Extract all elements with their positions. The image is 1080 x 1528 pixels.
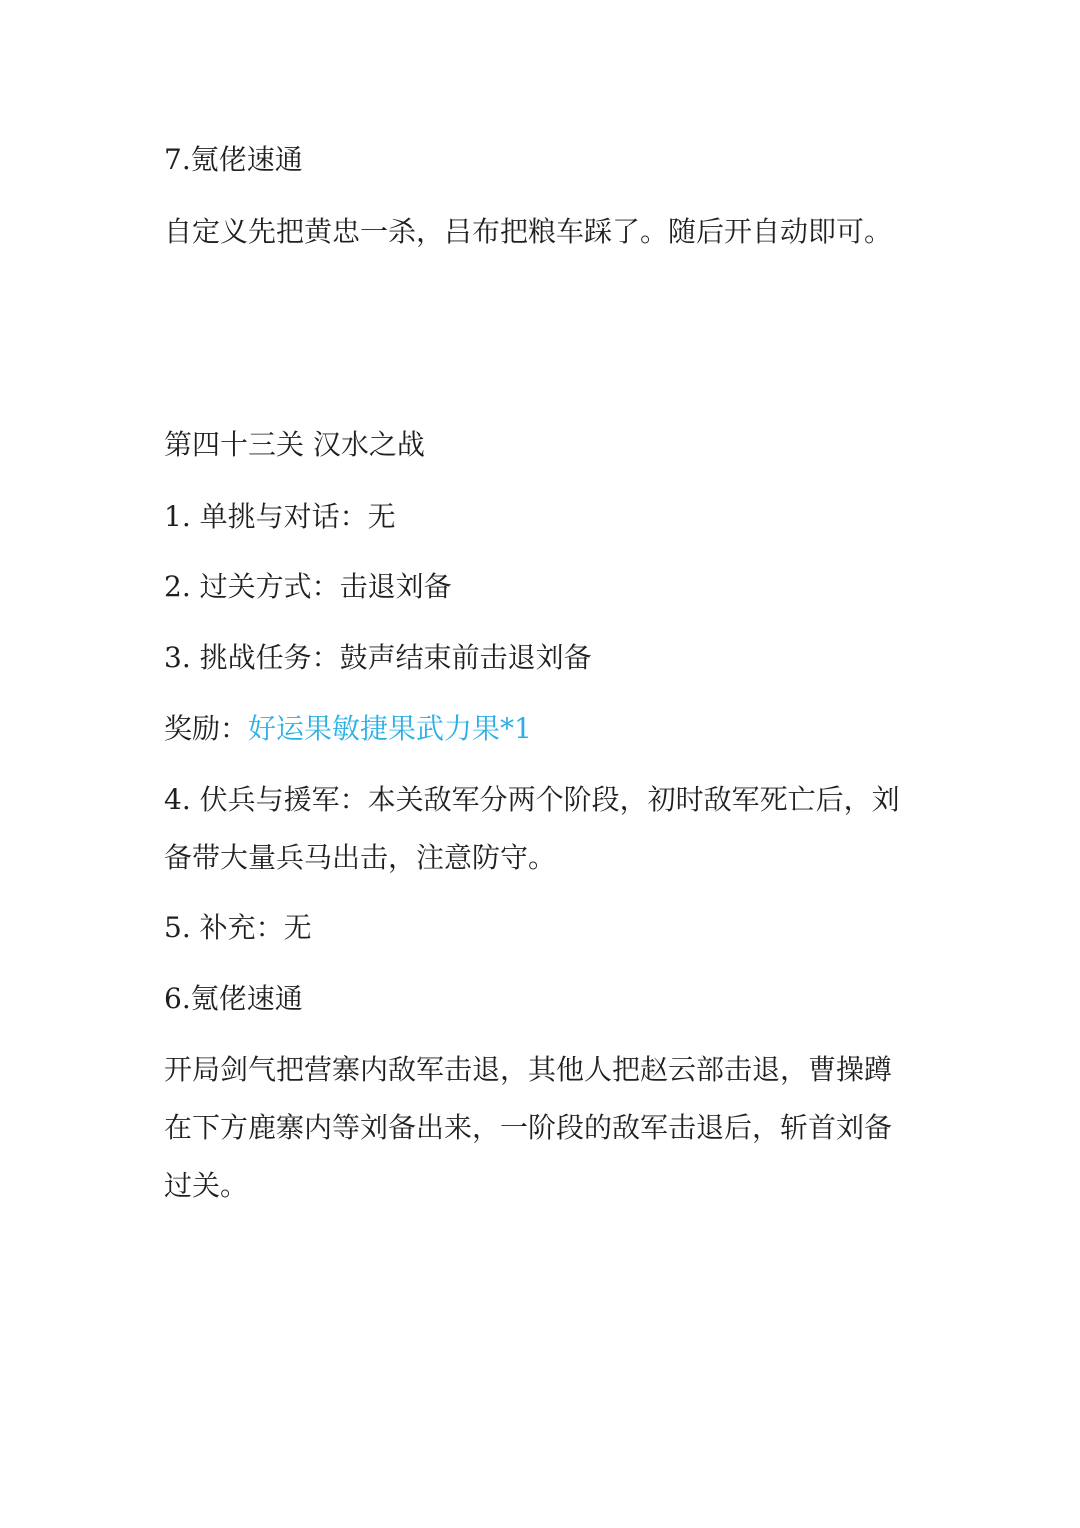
reward-label: 奖励： (164, 712, 249, 745)
list-item-ambush-line2: 备带大量兵马出击，注意防守。 (164, 841, 557, 874)
list-item-ambush-line1: 4. 伏兵与援军：本关敌军分两个阶段，初时敌军死亡后，刘 (164, 783, 900, 816)
list-item-duel: 1. 单挑与对话：无 (164, 500, 396, 533)
list-item-supplement: 5. 补充：无 (164, 911, 312, 944)
reward-line (164, 700, 924, 758)
speedrun-body-line2: 在下方鹿寨内等刘备出来，一阶段的敌军击退后，斩首刘备 (164, 1111, 893, 1144)
prev-section-body: 自定义先把黄忠一杀，吕布把粮车踩了。随后开自动即可。 (164, 215, 893, 248)
prev-section-heading: 7.氪佬速通 (164, 143, 303, 176)
list-item-challenge: 3. 挑战任务：鼓声结束前击退刘备 (164, 641, 592, 674)
list-item-clear-method: 2. 过关方式：击退刘备 (164, 570, 452, 603)
speedrun-heading: 6.氪佬速通 (164, 982, 303, 1015)
section-title: 第四十三关 汉水之战 (164, 428, 425, 461)
speedrun-body-line3: 过关。 (164, 1169, 249, 1202)
reward-link[interactable]: 好运果敏捷果武力果*1 (248, 712, 532, 745)
speedrun-body-line1: 开局剑气把营寨内敌军击退，其他人把赵云部击退，曹操蹲 (164, 1053, 893, 1086)
